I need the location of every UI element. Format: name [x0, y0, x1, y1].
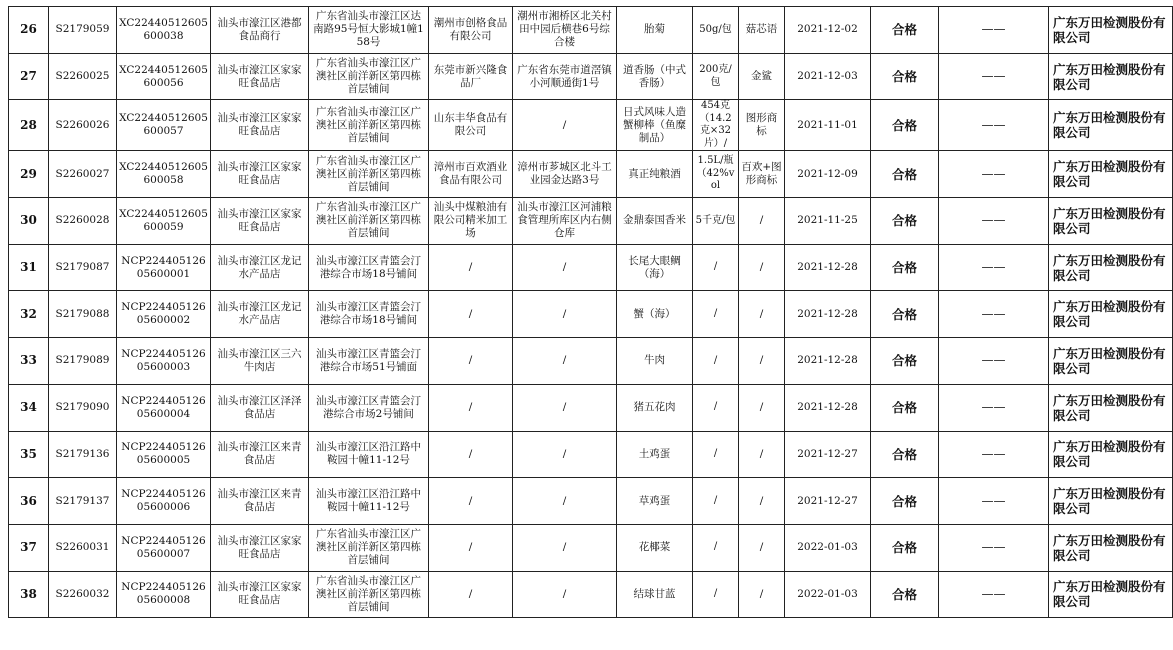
- inspection-result-cell: 合格: [871, 384, 939, 431]
- sampled-unit-address-cell: 广东省汕头市濠江区广澳社区前洋新区第四栋首层铺间: [309, 571, 429, 618]
- testing-lab-cell: 广东万田检测股份有限公司: [1049, 151, 1173, 198]
- brand-cell: 图形商标: [739, 100, 785, 151]
- producer-address-cell: 汕头市濠江区河浦粮食管理所库区内右侧仓库: [513, 198, 617, 245]
- production-date-cell: 2021-12-02: [785, 7, 871, 54]
- producer-name-cell: /: [429, 478, 513, 525]
- producer-name-cell: 汕头中煤粮油有限公司精米加工场: [429, 198, 513, 245]
- producer-address-cell: /: [513, 524, 617, 571]
- producer-name-cell: /: [429, 571, 513, 618]
- report-number-cell: NCP22440512605600008: [117, 571, 211, 618]
- sample-number-cell: S2260031: [49, 524, 117, 571]
- brand-cell: /: [739, 571, 785, 618]
- nonconforming-item-cell: ——: [939, 524, 1049, 571]
- product-name-cell: 金鼎泰国香米: [617, 198, 693, 245]
- table-row: [9, 151, 1173, 198]
- table-row: [9, 291, 1173, 338]
- producer-address-cell: /: [513, 244, 617, 291]
- sampled-unit-address-cell: 广东省汕头市濠江区广澳社区前洋新区第四栋首层铺间: [309, 151, 429, 198]
- brand-cell: /: [739, 244, 785, 291]
- inspection-result-cell: 合格: [871, 291, 939, 338]
- product-spec-cell: 454克（14.2克×32片）/: [693, 100, 739, 151]
- row-number-cell: 28: [9, 100, 49, 151]
- producer-name-cell: /: [429, 291, 513, 338]
- product-spec-cell: /: [693, 338, 739, 385]
- sample-number-cell: S2260025: [49, 53, 117, 100]
- producer-address-cell: /: [513, 478, 617, 525]
- brand-cell: /: [739, 384, 785, 431]
- product-name-cell: 牛肉: [617, 338, 693, 385]
- sample-number-cell: S2260028: [49, 198, 117, 245]
- report-number-cell: XC22440512605600038: [117, 7, 211, 54]
- sample-number-cell: S2179089: [49, 338, 117, 385]
- product-spec-cell: /: [693, 244, 739, 291]
- inspection-result-cell: 合格: [871, 338, 939, 385]
- sampled-unit-address-cell: 汕头市濠江区青篮会汀港综合市场18号铺间: [309, 291, 429, 338]
- report-number-cell: XC22440512605600057: [117, 100, 211, 151]
- table-body: [9, 7, 1173, 618]
- table-row: [9, 431, 1173, 478]
- nonconforming-item-cell: ——: [939, 198, 1049, 245]
- nonconforming-item-cell: ——: [939, 338, 1049, 385]
- nonconforming-item-cell: ——: [939, 291, 1049, 338]
- sampled-unit-address-cell: 汕头市濠江区青篮会汀港综合市场51号铺面: [309, 338, 429, 385]
- brand-cell: /: [739, 338, 785, 385]
- sampled-unit-name-cell: 汕头市濠江区家家旺食品店: [211, 571, 309, 618]
- row-number-cell: 37: [9, 524, 49, 571]
- production-date-cell: 2021-11-25: [785, 198, 871, 245]
- inspection-result-cell: 合格: [871, 151, 939, 198]
- inspection-results-table: [8, 6, 1173, 618]
- testing-lab-cell: 广东万田检测股份有限公司: [1049, 524, 1173, 571]
- table-row: [9, 244, 1173, 291]
- testing-lab-cell: 广东万田检测股份有限公司: [1049, 100, 1173, 151]
- sampled-unit-address-cell: 汕头市濠江区沿江路中鞍园十幢11-12号: [309, 478, 429, 525]
- report-number-cell: XC22440512605600059: [117, 198, 211, 245]
- brand-cell: 百欢+图形商标: [739, 151, 785, 198]
- sampled-unit-address-cell: 汕头市濠江区沿江路中鞍园十幢11-12号: [309, 431, 429, 478]
- producer-name-cell: 山东丰华食品有限公司: [429, 100, 513, 151]
- producer-address-cell: /: [513, 100, 617, 151]
- sampled-unit-name-cell: 汕头市濠江区家家旺食品店: [211, 151, 309, 198]
- production-date-cell: 2021-12-28: [785, 244, 871, 291]
- production-date-cell: 2022-01-03: [785, 571, 871, 618]
- product-spec-cell: /: [693, 478, 739, 525]
- table-row: [9, 384, 1173, 431]
- product-spec-cell: /: [693, 291, 739, 338]
- product-spec-cell: /: [693, 571, 739, 618]
- brand-cell: /: [739, 291, 785, 338]
- row-number-cell: 29: [9, 151, 49, 198]
- table-row: [9, 338, 1173, 385]
- report-number-cell: XC22440512605600056: [117, 53, 211, 100]
- table-row: [9, 53, 1173, 100]
- report-number-cell: NCP22440512605600005: [117, 431, 211, 478]
- production-date-cell: 2021-12-28: [785, 291, 871, 338]
- producer-address-cell: 漳州市芗城区北斗工业园金达路3号: [513, 151, 617, 198]
- product-name-cell: 猪五花肉: [617, 384, 693, 431]
- sampled-unit-address-cell: 汕头市濠江区青篮会汀港综合市场2号铺间: [309, 384, 429, 431]
- sampled-unit-name-cell: 汕头市濠江区龙记水产品店: [211, 291, 309, 338]
- sampled-unit-name-cell: 汕头市濠江区三六牛肉店: [211, 338, 309, 385]
- nonconforming-item-cell: ——: [939, 244, 1049, 291]
- sampled-unit-name-cell: 汕头市濠江区家家旺食品店: [211, 53, 309, 100]
- production-date-cell: 2021-12-28: [785, 384, 871, 431]
- product-name-cell: 花椰菜: [617, 524, 693, 571]
- sampled-unit-name-cell: 汕头市濠江区来青食品店: [211, 431, 309, 478]
- nonconforming-item-cell: ——: [939, 7, 1049, 54]
- inspection-result-cell: 合格: [871, 198, 939, 245]
- testing-lab-cell: 广东万田检测股份有限公司: [1049, 291, 1173, 338]
- nonconforming-item-cell: ——: [939, 384, 1049, 431]
- report-number-cell: NCP22440512605600001: [117, 244, 211, 291]
- table-row: [9, 7, 1173, 54]
- producer-name-cell: /: [429, 431, 513, 478]
- product-name-cell: 道香肠（中式香肠）: [617, 53, 693, 100]
- table-row: [9, 524, 1173, 571]
- row-number-cell: 32: [9, 291, 49, 338]
- inspection-result-cell: 合格: [871, 478, 939, 525]
- producer-name-cell: /: [429, 524, 513, 571]
- producer-name-cell: 东莞市新兴隆食品厂: [429, 53, 513, 100]
- brand-cell: /: [739, 478, 785, 525]
- sample-number-cell: S2260027: [49, 151, 117, 198]
- report-number-cell: NCP22440512605600003: [117, 338, 211, 385]
- production-date-cell: 2022-01-03: [785, 524, 871, 571]
- sampled-unit-address-cell: 广东省汕头市濠江区广澳社区前洋新区第四栋首层铺间: [309, 100, 429, 151]
- nonconforming-item-cell: ——: [939, 100, 1049, 151]
- testing-lab-cell: 广东万田检测股份有限公司: [1049, 244, 1173, 291]
- brand-cell: /: [739, 431, 785, 478]
- sampled-unit-name-cell: 汕头市濠江区家家旺食品店: [211, 100, 309, 151]
- inspection-result-cell: 合格: [871, 524, 939, 571]
- report-number-cell: NCP22440512605600007: [117, 524, 211, 571]
- table-row: [9, 100, 1173, 151]
- inspection-result-cell: 合格: [871, 244, 939, 291]
- product-spec-cell: 50g/包: [693, 7, 739, 54]
- production-date-cell: 2021-12-03: [785, 53, 871, 100]
- testing-lab-cell: 广东万田检测股份有限公司: [1049, 384, 1173, 431]
- product-name-cell: 结球甘蓝: [617, 571, 693, 618]
- testing-lab-cell: 广东万田检测股份有限公司: [1049, 198, 1173, 245]
- product-spec-cell: 200克/包: [693, 53, 739, 100]
- production-date-cell: 2021-11-01: [785, 100, 871, 151]
- testing-lab-cell: 广东万田检测股份有限公司: [1049, 338, 1173, 385]
- nonconforming-item-cell: ——: [939, 478, 1049, 525]
- producer-address-cell: /: [513, 384, 617, 431]
- product-name-cell: 胎菊: [617, 7, 693, 54]
- testing-lab-cell: 广东万田检测股份有限公司: [1049, 571, 1173, 618]
- product-name-cell: 长尾大眼鲷（海）: [617, 244, 693, 291]
- testing-lab-cell: 广东万田检测股份有限公司: [1049, 53, 1173, 100]
- row-number-cell: 31: [9, 244, 49, 291]
- producer-address-cell: /: [513, 571, 617, 618]
- producer-address-cell: /: [513, 338, 617, 385]
- sampled-unit-name-cell: 汕头市濠江区泽泽食品店: [211, 384, 309, 431]
- production-date-cell: 2021-12-28: [785, 338, 871, 385]
- production-date-cell: 2021-12-27: [785, 478, 871, 525]
- sampled-unit-name-cell: 汕头市濠江区港都食品商行: [211, 7, 309, 54]
- sample-number-cell: S2179090: [49, 384, 117, 431]
- brand-cell: /: [739, 198, 785, 245]
- producer-name-cell: /: [429, 244, 513, 291]
- product-spec-cell: /: [693, 431, 739, 478]
- product-spec-cell: 5千克/包: [693, 198, 739, 245]
- inspection-result-cell: 合格: [871, 53, 939, 100]
- sample-number-cell: S2179059: [49, 7, 117, 54]
- product-name-cell: 土鸡蛋: [617, 431, 693, 478]
- report-number-cell: NCP22440512605600002: [117, 291, 211, 338]
- producer-name-cell: 漳州市百欢酒业食品有限公司: [429, 151, 513, 198]
- sample-number-cell: S2179087: [49, 244, 117, 291]
- table-row: [9, 478, 1173, 525]
- nonconforming-item-cell: ——: [939, 571, 1049, 618]
- nonconforming-item-cell: ——: [939, 53, 1049, 100]
- sampled-unit-name-cell: 汕头市濠江区家家旺食品店: [211, 524, 309, 571]
- production-date-cell: 2021-12-09: [785, 151, 871, 198]
- inspection-result-cell: 合格: [871, 431, 939, 478]
- row-number-cell: 26: [9, 7, 49, 54]
- producer-address-cell: /: [513, 431, 617, 478]
- report-number-cell: NCP22440512605600004: [117, 384, 211, 431]
- nonconforming-item-cell: ——: [939, 431, 1049, 478]
- row-number-cell: 38: [9, 571, 49, 618]
- testing-lab-cell: 广东万田检测股份有限公司: [1049, 431, 1173, 478]
- row-number-cell: 27: [9, 53, 49, 100]
- product-name-cell: 日式风味人造蟹柳棒（鱼糜制品）: [617, 100, 693, 151]
- sampled-unit-name-cell: 汕头市濠江区家家旺食品店: [211, 198, 309, 245]
- row-number-cell: 35: [9, 431, 49, 478]
- sample-number-cell: S2179137: [49, 478, 117, 525]
- producer-name-cell: /: [429, 338, 513, 385]
- producer-address-cell: /: [513, 291, 617, 338]
- product-name-cell: 真正纯粮酒: [617, 151, 693, 198]
- table-row: [9, 571, 1173, 618]
- table-row: [9, 198, 1173, 245]
- sampled-unit-address-cell: 广东省汕头市濠江区广澳社区前洋新区第四栋首层铺间: [309, 198, 429, 245]
- producer-name-cell: 潮州市创格食品有限公司: [429, 7, 513, 54]
- row-number-cell: 34: [9, 384, 49, 431]
- nonconforming-item-cell: ——: [939, 151, 1049, 198]
- testing-lab-cell: 广东万田检测股份有限公司: [1049, 7, 1173, 54]
- sampled-unit-address-cell: 广东省汕头市濠江区广澳社区前洋新区第四栋首层铺间: [309, 53, 429, 100]
- sampled-unit-name-cell: 汕头市濠江区龙记水产品店: [211, 244, 309, 291]
- sampled-unit-address-cell: 汕头市濠江区青篮会汀港综合市场18号铺间: [309, 244, 429, 291]
- product-name-cell: 草鸡蛋: [617, 478, 693, 525]
- producer-address-cell: 广东省东莞市道滘镇小河顺通街1号: [513, 53, 617, 100]
- testing-lab-cell: 广东万田检测股份有限公司: [1049, 478, 1173, 525]
- sampled-unit-address-cell: 广东省汕头市濠江区达南路95号恒大影城1幢158号: [309, 7, 429, 54]
- brand-cell: 金鲨: [739, 53, 785, 100]
- brand-cell: 菇芯语: [739, 7, 785, 54]
- report-number-cell: XC22440512605600058: [117, 151, 211, 198]
- sample-number-cell: S2260032: [49, 571, 117, 618]
- sample-number-cell: S2179088: [49, 291, 117, 338]
- report-number-cell: NCP22440512605600006: [117, 478, 211, 525]
- row-number-cell: 36: [9, 478, 49, 525]
- product-spec-cell: /: [693, 384, 739, 431]
- brand-cell: /: [739, 524, 785, 571]
- inspection-result-cell: 合格: [871, 100, 939, 151]
- sampled-unit-name-cell: 汕头市濠江区来青食品店: [211, 478, 309, 525]
- inspection-result-cell: 合格: [871, 7, 939, 54]
- production-date-cell: 2021-12-27: [785, 431, 871, 478]
- product-name-cell: 蟹（海）: [617, 291, 693, 338]
- product-spec-cell: 1.5L/瓶（42%vol: [693, 151, 739, 198]
- sample-number-cell: S2260026: [49, 100, 117, 151]
- inspection-result-cell: 合格: [871, 571, 939, 618]
- producer-address-cell: 潮州市湘桥区北关村田中园后横巷6号综合楼: [513, 7, 617, 54]
- row-number-cell: 30: [9, 198, 49, 245]
- producer-name-cell: /: [429, 384, 513, 431]
- sample-number-cell: S2179136: [49, 431, 117, 478]
- product-spec-cell: /: [693, 524, 739, 571]
- row-number-cell: 33: [9, 338, 49, 385]
- sampled-unit-address-cell: 广东省汕头市濠江区广澳社区前洋新区第四栋首层铺间: [309, 524, 429, 571]
